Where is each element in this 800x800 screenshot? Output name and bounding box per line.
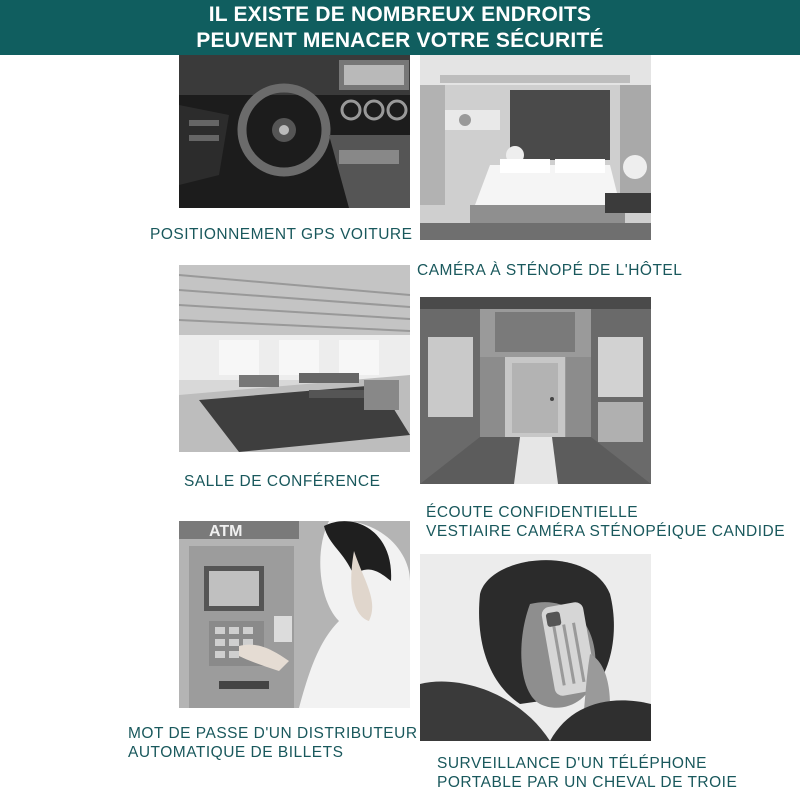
caption-phone bbox=[437, 754, 737, 792]
caption-conference: SALLE DE CONFÉRENCE bbox=[184, 473, 381, 490]
wardrobe-photo bbox=[420, 297, 651, 484]
title-banner bbox=[0, 0, 800, 55]
atm-sign-text: ATM bbox=[209, 523, 243, 540]
phone-call-photo bbox=[420, 554, 651, 741]
caption-wardrobe-line-2: VESTIAIRE CAMÉRA STÉNOPÉIQUE CANDIDE bbox=[426, 523, 786, 540]
caption-phone-line-2: PORTABLE PAR UN CHEVAL DE TROIE bbox=[437, 774, 738, 791]
caption-phone-line-1: SURVEILLANCE D'UN TÉLÉPHONE bbox=[437, 755, 707, 772]
car-interior-photo bbox=[179, 55, 410, 208]
caption-atm-line-1: MOT DE PASSE D'UN DISTRIBUTEUR bbox=[128, 725, 418, 742]
atm-photo bbox=[179, 521, 410, 708]
banner-title-line-2: PEUVENT MENACER VOTRE SÉCURITÉ bbox=[196, 29, 604, 52]
caption-atm-line-2: AUTOMATIQUE DE BILLETS bbox=[128, 744, 344, 761]
caption-hotel: CAMÉRA À STÉNOPÉ DE L'HÔTEL bbox=[417, 262, 683, 279]
caption-wardrobe-line-1: ÉCOUTE CONFIDENTIELLE bbox=[426, 504, 639, 521]
caption-wardrobe bbox=[426, 503, 785, 541]
caption-atm bbox=[128, 724, 418, 762]
conference-room-photo bbox=[179, 265, 410, 452]
hotel-bedroom-photo bbox=[420, 55, 651, 240]
caption-car-gps: POSITIONNEMENT GPS VOITURE bbox=[150, 226, 413, 243]
banner-title-line-1: IL EXISTE DE NOMBREUX ENDROITS bbox=[208, 3, 592, 26]
